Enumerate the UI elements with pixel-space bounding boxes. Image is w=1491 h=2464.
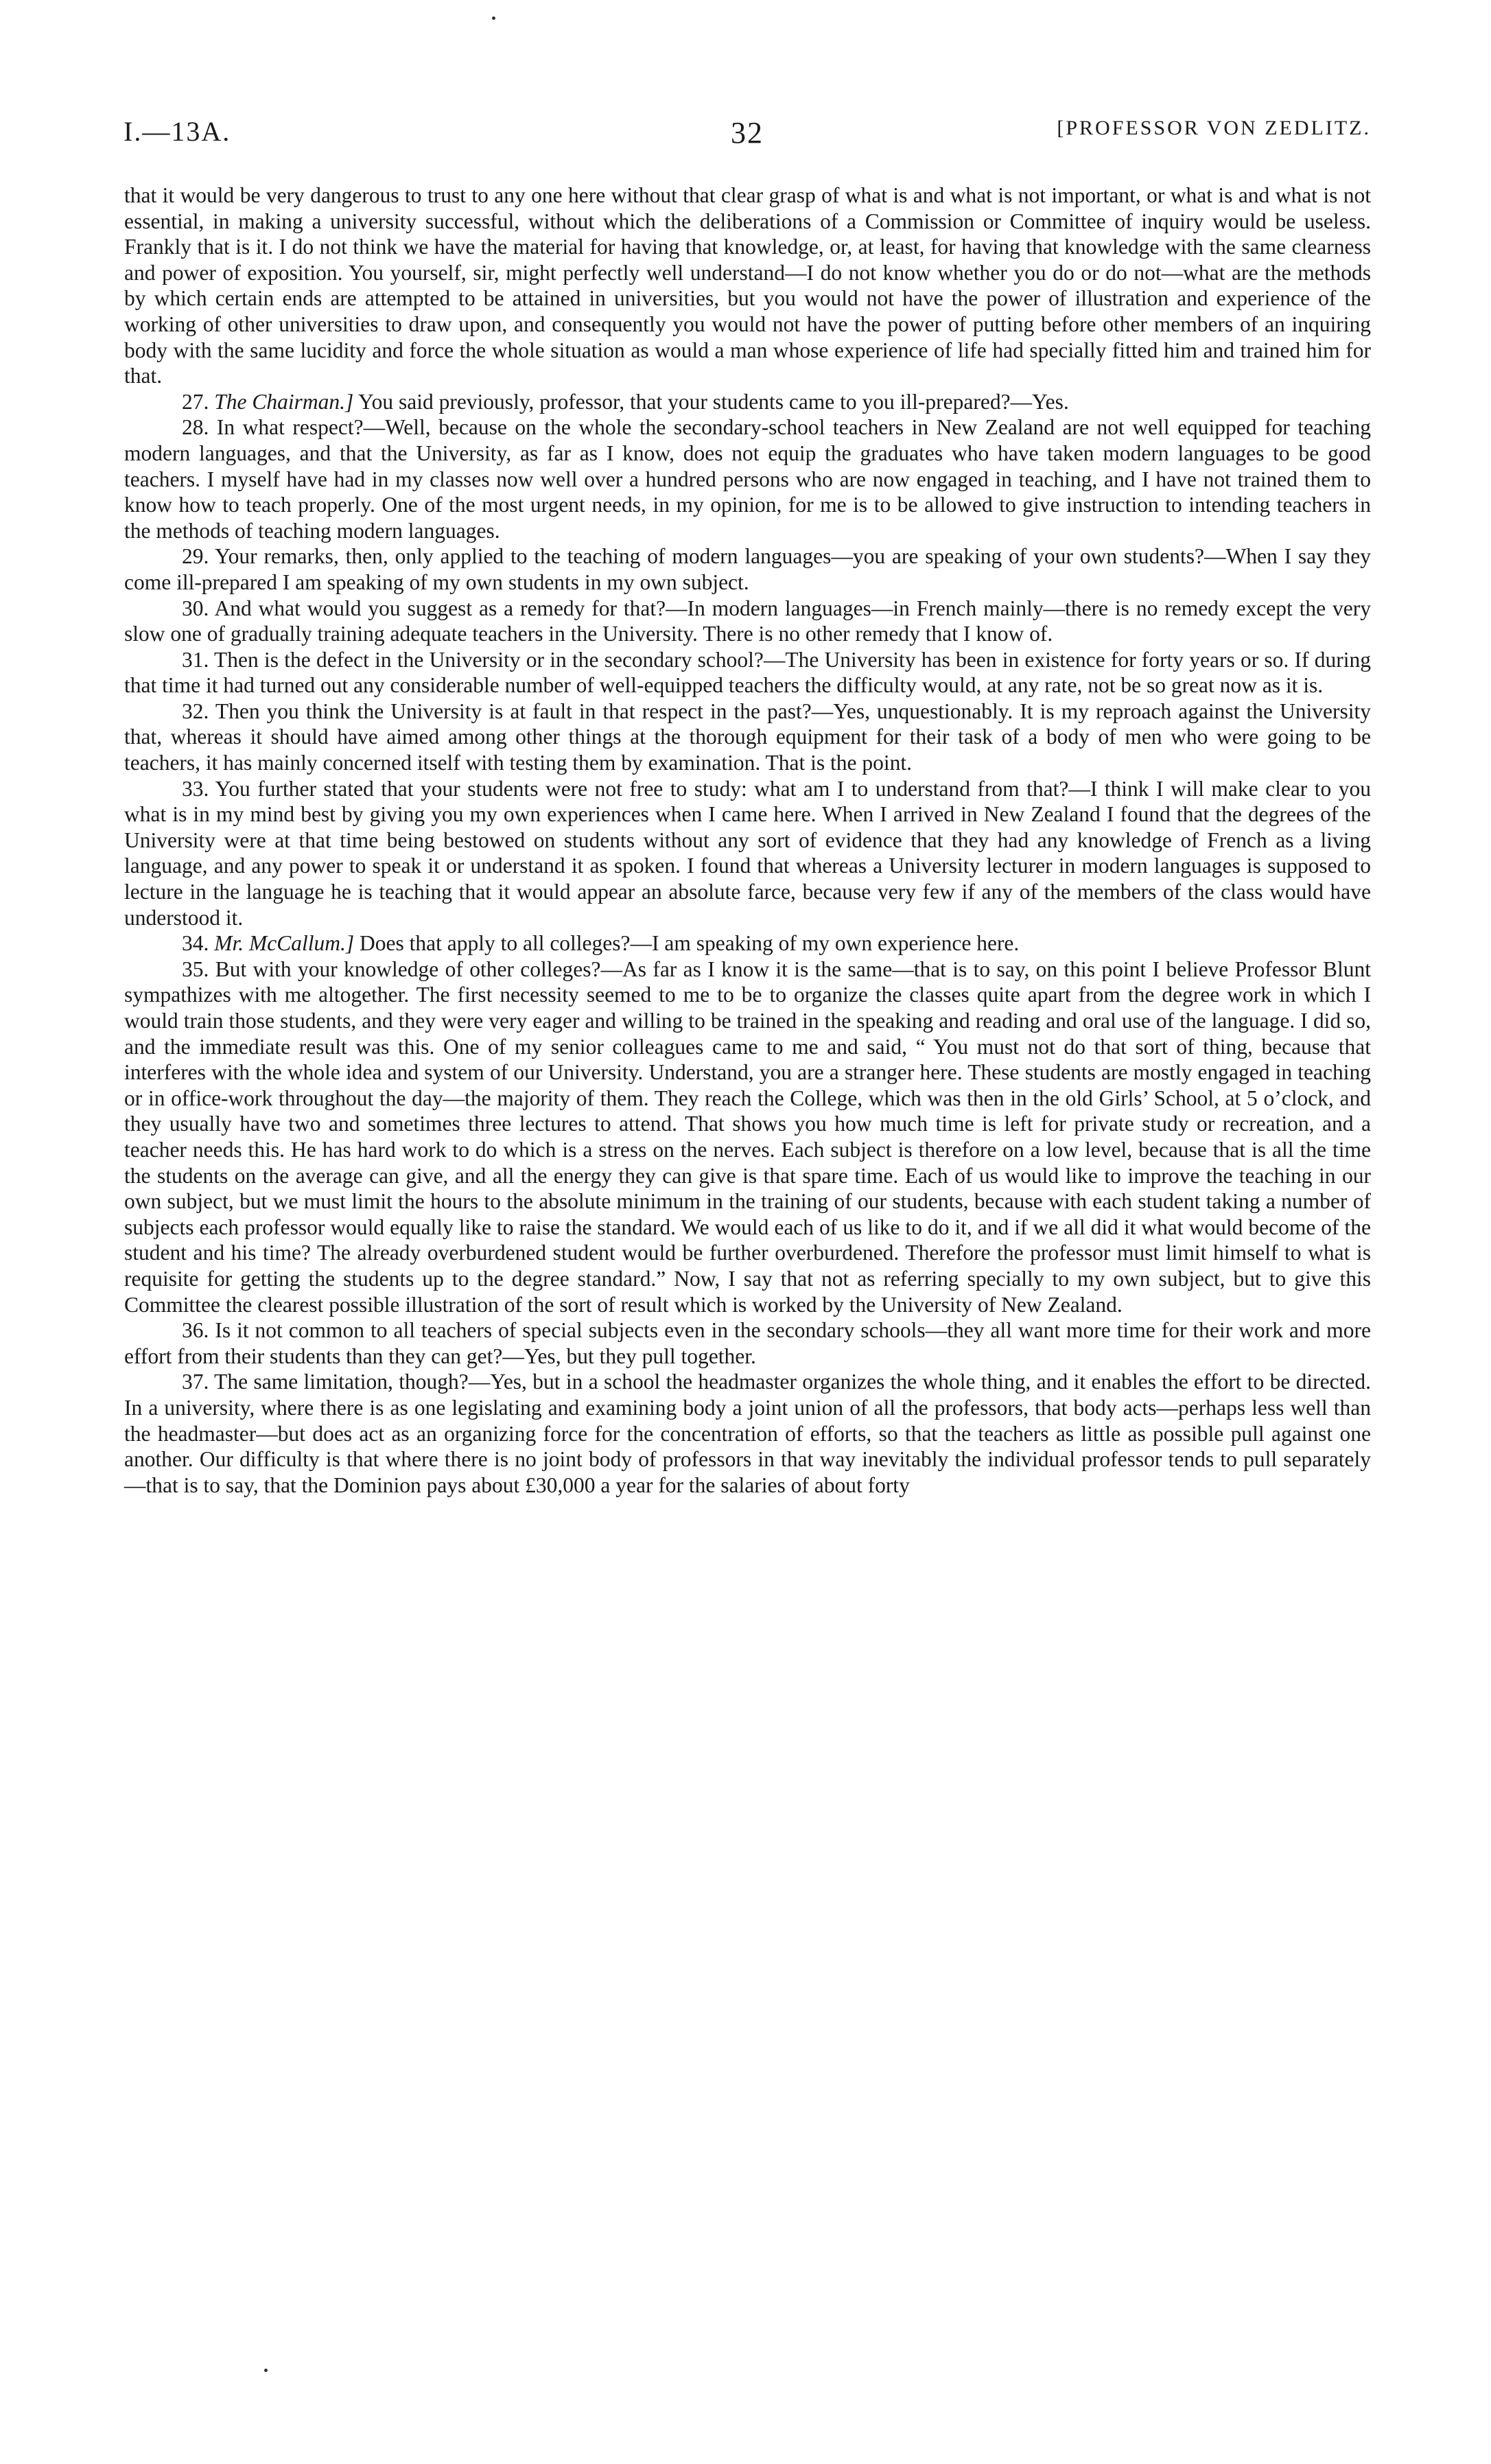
- question-33: 33. You further stated that your students were not free to study: what am I to understand from that?—I think I will make clear to you what is in my mind best by giving you my own experiences when I came here. When I arrived in New Zealand I found that the degrees of the University were at that time being bestowed on students without any sort of evidence that they had any knowledge of French as a living language, and any power to speak it or understand it as spoken. I found that whereas a University lecturer in modern languages is supposed to lecture in the language he is teaching that it would appear an absolute farce, because very few if any of the members of the class would have understood it.: [124, 776, 1371, 930]
- question-32: 32. Then you think the University is at fault in that respect in the past?—Yes, unquestionably. It is my reproach against the University that, whereas it should have aimed among other things at the thorough equipment for their task of a body of men who were going to be teachers, it has mainly concerned itself with testing them by examination. That is the point.: [124, 699, 1371, 775]
- scan-speck: [264, 2369, 268, 2372]
- speaker-label: The Chairman.]: [214, 389, 354, 414]
- question-34: 34. Mr. McCallum.] Does that apply to all colleges?—I am speaking of my own experience here.: [182, 931, 1020, 956]
- scan-speck: [492, 16, 495, 20]
- question-35: 35. But with your knowledge of other colleges?—As far as I know it is the same—that is to say, on this point I believe Professor Blunt sympathizes with me altogether. The first necessity seemed to me to be to organize the classes quite apart from the degree work in which I would train those students, and they were very eager and willing to be trained in the speaking and reading and oral use of the language. I did so, and the immediate result was this. One of my senior colleagues came to me and said, “ You must not do that sort of thing, because that interferes with the whole idea and system of our University. Understand, you are a stranger here. These students are mostly engaged in teaching or in office-work throughout the day—the majority of them. They reach the College, which was then in the old Girls’ School, at 5 o’clock, and they usually have two and sometimes three lectures to attend. That shows you how much time is left for private study or recreation, and a teacher needs this. He has hard work to do which is a stress on the nerves. Each subject is therefore on a low level, because that is all the time the students on the average can give, and all the energy they can give is that spare time. Each of us would like to improve the teaching in our own subject, but we must limit the hours to the absolute minimum in the training of our students, because with each student taking a number of subjects each professor would equally like to raise the standard. We would each of us like to do it, and if we all did it what would become of the student and his time? The already overburdened student would be further overburdened. Therefore the professor must limit himself to what is requisite for getting the students up to the degree standard.” Now, I say that not as referring specially to my own subject, but to give this Committee the clearest possible illustration of the sort of result which is worked by the University of New Zealand.: [124, 957, 1371, 1317]
- question-29: 29. Your remarks, then, only applied to the teaching of modern languages—you are speaking of your own students?—When I say they come ill-prepared I am speaking of my own students in my own subject.: [124, 544, 1371, 594]
- question-30: 30. And what would you suggest as a remedy for that?—In modern languages—in French mainly—there is no remedy except the very slow one of gradually training adequate teachers in the University. There is no other remedy that I know of.: [124, 596, 1371, 646]
- continued-paragraph: that it would be very dangerous to trust to any one here without that clear grasp of what is and what is not important, or what is and what is not essential, in making a university successful, without which the deliberations of a Commission or Committee of inquiry would be useless. Frankly that is it. I do not think we have the material for having that knowledge, or, at least, for having that knowledge with the same clearness and power of exposition. You yourself, sir, might perfectly well understand—I do not know whether you do or do not—what are the methods by which certain ends are attempted to be attained in universities, but you would not have the power of illustration and experience of the working of other universities to draw upon, and consequently you would not have the power of putting before other members of an inquiring body with the same lucidity and force the whole situation as would a man whose experience of life had specially fitted him and trained him for that.: [124, 183, 1371, 388]
- question-37: 37. The same limitation, though?—Yes, but in a school the headmaster organizes the whole thing, and it enables the effort to be directed. In a university, where there is as one legislating and examining body a joint union of all the professors, that body acts—perhaps less well than the headmaster—but does act as an organizing force for the concentration of efforts, so that the teachers as little as possible pull against one another. Our difficulty is that where there is no joint body of professors in that way inevitably the individual professor tends to pull separately—that is to say, that the Dominion pays about £30,000 a year for the salaries of about forty: [124, 1370, 1371, 1497]
- speaker-label: Mr. McCallum.]: [214, 931, 355, 956]
- question-27: 27. The Chairman.] You said previously, professor, that your students came to you ill-prepared?—Yes.: [182, 389, 1069, 414]
- witness-name: [PROFESSOR VON ZEDLITZ.: [1057, 117, 1371, 139]
- question-31: 31. Then is the defect in the University or in the secondary school?—The University has been in existence for forty years or so. If during that time it had turned out any considerable number of well-equipped teachers the difficulty would, at any rate, not be so great now as it is.: [124, 647, 1371, 698]
- testimony-body: [124, 183, 1371, 1498]
- question-36: 36. Is it not common to all teachers of special subjects even in the secondary schools—they all want more time for their work and more effort from their students than they can get?—Yes, but they pull together.: [124, 1318, 1372, 1368]
- document-reference: I.—13A.: [124, 116, 231, 147]
- question-28: 28. In what respect?—Well, because on the whole the secondary-school teachers in New Zealand are not well equipped for teaching modern languages, and that the University, as far as I know, does not equip the graduates who have taken modern languages to be good teachers. I myself have had in my classes now well over a hundred persons who are now engaged in teaching, and I have not trained them to know how to teach properly. One of the most urgent needs, in my opinion, for me is to be allowed to give instruction to intending teachers in the methods of teaching modern languages.: [124, 415, 1372, 543]
- page-header: [124, 115, 1371, 156]
- page-number: 32: [731, 116, 764, 150]
